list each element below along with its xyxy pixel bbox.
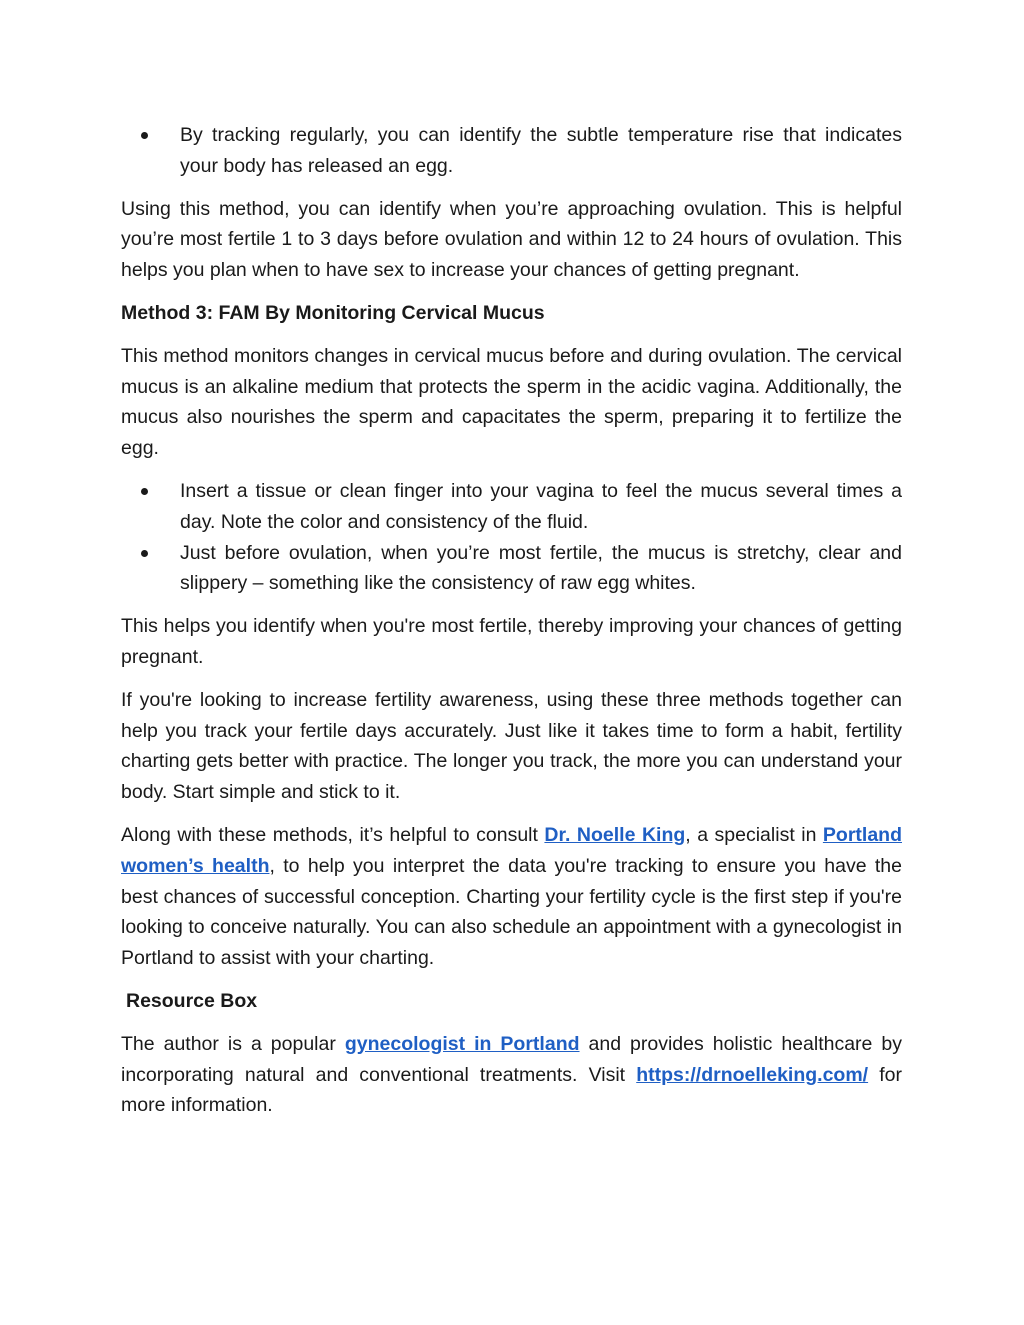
list-item: Just before ovulation, when you’re most fertile, the mucus is stretchy, clear and slippery – something like the consistency of raw egg whites.	[121, 538, 902, 600]
gynecologist-portland-link[interactable]: gynecologist in Portland	[344, 1032, 580, 1055]
paragraph-combine: If you're looking to increase fertility awareness, using these three methods together can help you track your fertile days accurately. Just like it takes time to form a habit, fertility charting gets better with practice. The longer you track, the more you can understand your body. Start simple and stick to it.	[121, 688, 902, 804]
document-body	[121, 120, 902, 1133]
bullet-icon	[141, 488, 148, 495]
resource-box-heading: Resource Box	[126, 989, 258, 1012]
paragraph-method3: This method monitors changes in cervical mucus before and during ovulation. The cervical mucus is an alkaline medium that protects the sperm in the acidic vagina. Additionally, the mucus also nourishes the sperm and capacitates the sperm, preparing it to fertilize the egg.	[121, 344, 902, 460]
paragraph-resource: The author is a popular gynecologist in Portland and provides holistic healthcare by incorporating natural and conventional treatments. Visit https://drnoelleking.com/ for more information.	[121, 1032, 902, 1117]
bullet-list-method3	[121, 476, 902, 599]
paragraph-consult: Along with these methods, it’s helpful to consult Dr. Noelle King, a specialist in Portland women’s health, to help you interpret the data you're tracking to ensure you have the best chances of successful conception. Charting your fertility cycle is the first step if you're looking to conceive naturally. You can also schedule an appointment with a gynecologist in Portland to assist with your charting.	[121, 823, 902, 970]
bullet-icon	[141, 550, 148, 557]
method3-heading: Method 3: FAM By Monitoring Cervical Mucus	[121, 301, 545, 324]
bullet-icon	[141, 132, 148, 139]
paragraph-identify: This helps you identify when you're most fertile, thereby improving your chances of getting pregnant.	[121, 615, 902, 668]
list-item: Insert a tissue or clean finger into your vagina to feel the mucus several times a day. Note the color and consistency of the fluid.	[121, 476, 902, 538]
dr-noelle-king-link[interactable]: Dr. Noelle King	[544, 823, 686, 846]
list-item: By tracking regularly, you can identify the subtle temperature rise that indicates your body has released an egg.	[121, 120, 902, 182]
portland-womens-health-link[interactable]: Portland women’s health	[121, 823, 902, 877]
paragraph-method-use: Using this method, you can identify when you’re approaching ovulation. This is helpful you’re most fertile 1 to 3 days before ovulation and within 12 to 24 hours of ovulation. This helps you plan when to have sex to increase your chances of getting pregnant.	[121, 197, 902, 282]
bullet-list-top	[121, 120, 902, 182]
website-link[interactable]: https://drnoelleking.com/	[636, 1063, 869, 1086]
